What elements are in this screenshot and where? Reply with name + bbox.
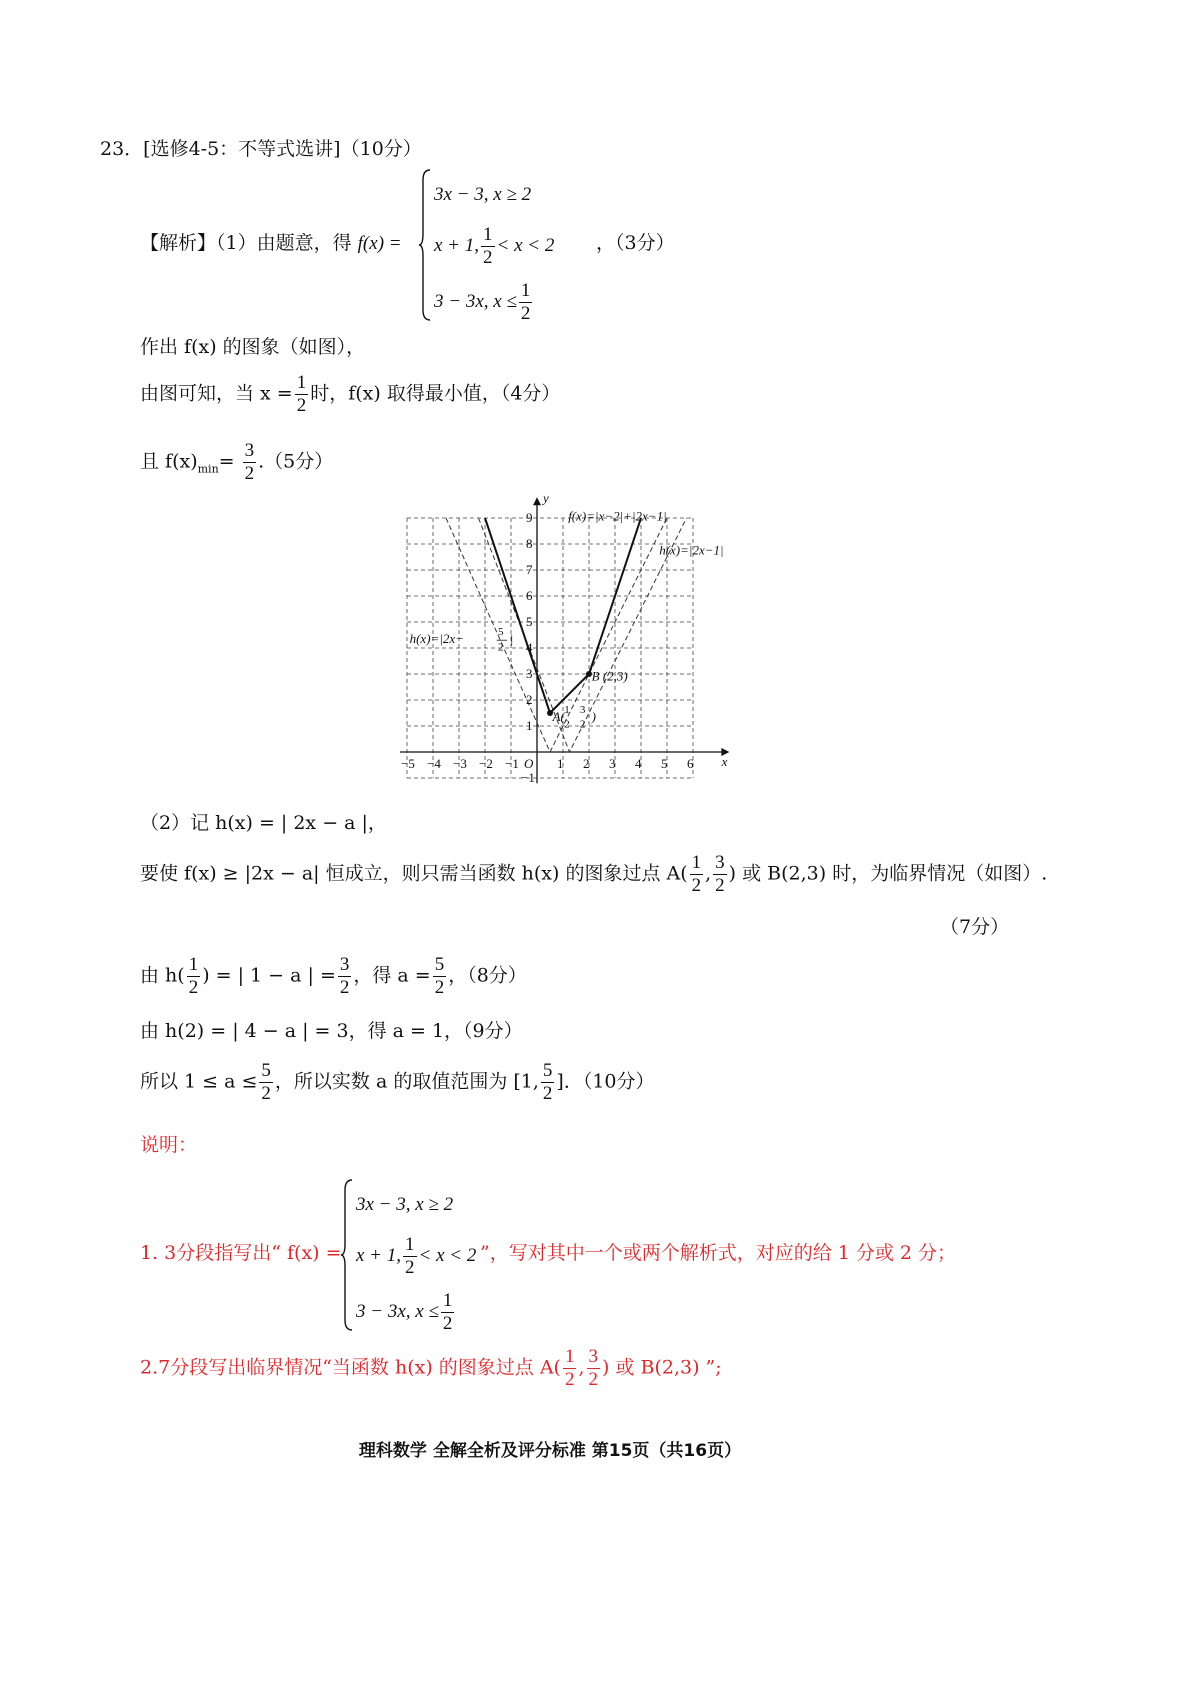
note-piece-1: 3x − 3, x ≥ 2 xyxy=(356,1194,454,1215)
x-axis-label: x xyxy=(721,754,728,769)
x-tick-label: 4 xyxy=(635,756,642,771)
y-tick-label: 3 xyxy=(526,666,533,681)
f-label: f(x)=|x−2|+|2x−1| xyxy=(568,508,667,524)
h2-label: h(x)=|2x− xyxy=(409,630,464,646)
min-line: 由图可知，当 x = $\frac{1}{2}$ 时，f(x) 取得最小值，（4分） xyxy=(140,372,561,416)
y-tick-label: 4 xyxy=(526,640,533,655)
x-tick-label: 2 xyxy=(583,756,590,771)
note-1-b: ”，写对其中一个或两个解析式，对应的给 1 分或 2 分； xyxy=(480,1242,957,1264)
y-axis-label: y xyxy=(543,496,549,506)
part2-line: （2）记 h(x) = | 2x − a |， xyxy=(140,812,387,834)
x-tick-label: −4 xyxy=(427,756,441,771)
piece-2: x + 1, $\frac{1}{2}$ < x < 2 xyxy=(434,224,555,268)
y-tick-label: 5 xyxy=(526,614,533,629)
x-tick-label: 1 xyxy=(557,756,564,771)
note-2: 2.7分段写出临界情况“当函数 h(x) 的图象过点 A( $\frac{1}{2}$ , $\frac{3}{2}$ ) 或 B(2,3) ”; xyxy=(140,1346,722,1390)
x-tick-label: −5 xyxy=(401,756,415,771)
part1-line xyxy=(140,228,402,255)
note-piece-2: x + 1, $\frac{1}{2}$ < x < 2 xyxy=(356,1234,477,1278)
b-label: B (2,3) xyxy=(591,668,628,684)
note-title: 说明： xyxy=(140,1134,198,1156)
note-piece-3: 3 − 3x, x ≤ $\frac{1}{2}$ xyxy=(356,1290,453,1334)
brace-icon xyxy=(418,168,432,322)
x-tick-label: −1 xyxy=(505,756,519,771)
a-frac-den-2: 2 xyxy=(579,718,586,731)
graph-line: 作出 f(x) 的图象（如图）， xyxy=(140,336,366,358)
fmin-line: 且 $f(x)_{min}=$ $\frac{3}{2}$ .（5分） xyxy=(140,440,334,484)
y-tick-label: 6 xyxy=(526,588,533,603)
a-frac-num-1: 1 xyxy=(564,704,570,716)
y-tick-label: 9 xyxy=(526,510,533,525)
y-tick-label: 7 xyxy=(526,562,533,577)
note-piecewise xyxy=(340,1178,500,1332)
note-1-a: 1. 3分段指写出“ f(x) = xyxy=(140,1242,342,1264)
h1-label: h(x)=|2x−1| xyxy=(659,542,724,558)
x-tick-label: 5 xyxy=(661,756,668,771)
x-tick-label: 6 xyxy=(687,756,694,771)
origin-label: O xyxy=(524,756,534,771)
x-tick-label: −3 xyxy=(453,756,467,771)
h2-frac-num: 5 xyxy=(498,626,504,638)
a-frac-den-1: 2 xyxy=(564,718,570,731)
fx-label: f(x) = xyxy=(357,233,402,254)
a-label-end: ) xyxy=(591,708,596,724)
a-frac-num-2: 3 xyxy=(579,704,586,716)
y-tick-label: −1 xyxy=(521,770,535,785)
h2-label-end: | xyxy=(509,630,514,646)
y-tick-label: 8 xyxy=(526,536,533,551)
piece-1: 3x − 3, x ≥ 2 xyxy=(434,184,532,205)
h-half-line: 由 h( $\frac{1}{2}$ ) = | 1 − a | = $\frac{3}{2}$ ，得 a = $\frac{5}{2}$ ，（8分） xyxy=(140,954,527,998)
score-7: （7分） xyxy=(940,916,1010,938)
solution-label: 【解析】 xyxy=(140,232,217,254)
a-label: A( xyxy=(552,708,565,724)
range-line: 所以 1 ≤ a ≤ $\frac{5}{2}$ ，所以实数 a 的取值范围为 [1, $\frac{5}{2}$ ]．（10分） xyxy=(140,1060,655,1104)
page-footer: 理科数学 全解全析及评分标准 第15页（共16页） xyxy=(358,1441,742,1461)
part1-prefix: （1）由题意，得 xyxy=(216,232,352,254)
y-tick-label: 2 xyxy=(526,692,533,707)
function-graph xyxy=(400,496,750,792)
question-title: 23．[选修4-5：不等式选讲]（10分） xyxy=(100,138,422,160)
condition-line: 要使 f(x) ≥ |2x − a| 恒成立，则只需当函数 h(x) 的图象过点 A( $\frac{1}{2}$ , $\frac{3}{2}$ ) 或 B(2,3) 时，为临界情况（如图）. xyxy=(140,852,1048,896)
brace-icon xyxy=(340,1178,354,1332)
x-tick-label: −2 xyxy=(479,756,493,771)
score-3: ，（3分） xyxy=(596,232,675,254)
h2-line: 由 h(2) = | 4 − a | = 3，得 a = 1，（9分） xyxy=(140,1020,523,1042)
x-tick-label: 3 xyxy=(609,756,616,771)
y-axis-arrow xyxy=(533,497,541,505)
piece-3: 3 − 3x, x ≤ $\frac{1}{2}$ xyxy=(434,280,531,324)
h2-frac-den: 2 xyxy=(498,641,504,654)
y-tick-label: 1 xyxy=(526,718,533,733)
